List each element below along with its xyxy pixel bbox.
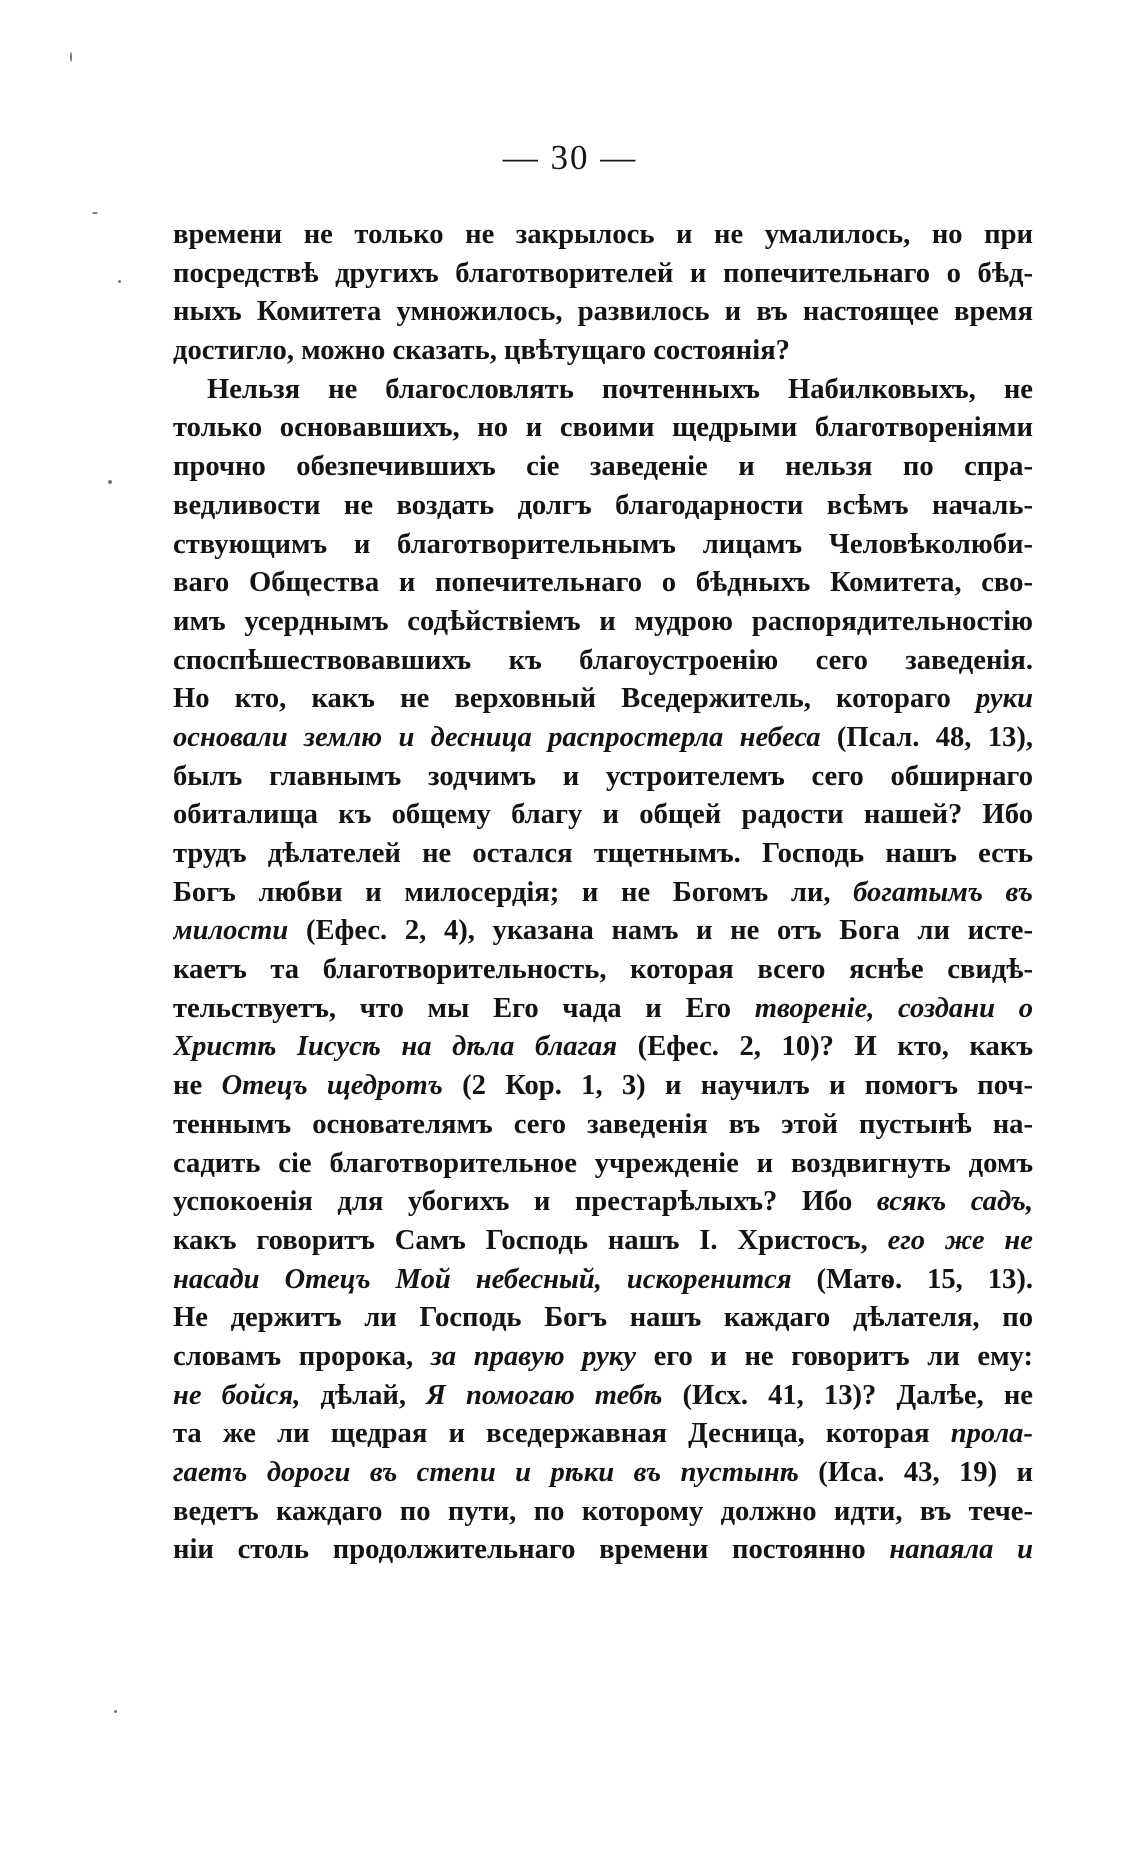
text-line: [173, 1338, 1033, 1377]
text-run: не: [173, 1070, 222, 1102]
text-run: времени не только не закрылось и не умалилось, но при: [173, 219, 1033, 250]
text-line: [173, 1454, 1033, 1493]
text-run: ведетъ каждаго по пути, по которому должно идти, въ тече-: [173, 1495, 1033, 1527]
text-run: теннымъ основателямъ сего заведенія въ этой пустынѣ на-: [173, 1108, 1033, 1140]
italic-quote: богатымъ въ: [853, 876, 1033, 908]
italic-quote: Отецъ щедротъ: [221, 1070, 443, 1102]
text-line: [173, 603, 1033, 642]
margin-speck: [92, 212, 98, 214]
text-run: Богъ любви и милосердія; и не Богомъ ли,: [173, 876, 854, 908]
text-run: (Ефес. 2, 4), указана намъ и не отъ Бога ли исте-: [288, 915, 1033, 947]
italic-quote: не бойся,: [173, 1379, 301, 1411]
text-line: [173, 1531, 1033, 1570]
text-line: [173, 680, 1033, 719]
text-run: тельствуетъ, что мы Его чада и Его: [173, 992, 755, 1024]
italic-quote: Я помогаю тебѣ: [426, 1379, 663, 1411]
text-line: [173, 1222, 1033, 1261]
text-line: [173, 409, 1033, 448]
text-run: трудъ дѣлателей не остался тщетнымъ. Господь нашъ есть: [173, 838, 1033, 869]
text-line: [173, 1415, 1033, 1454]
italic-quote: милости: [173, 915, 289, 947]
text-line: [173, 912, 1033, 951]
text-line: [173, 796, 1033, 835]
text-run: (Псал. 48, 13),: [820, 721, 1033, 753]
text-run: дѣлай,: [300, 1379, 427, 1411]
text-line: [173, 1261, 1033, 1300]
text-line: [173, 1067, 1033, 1106]
text-run: былъ главнымъ зодчимъ и устроителемъ сего обширнаго: [173, 760, 1033, 792]
italic-quote: прола-: [950, 1418, 1033, 1450]
text-run: обиталища къ общему благу и общей радости нашей? Ибо: [173, 799, 1033, 831]
margin-speck: [108, 480, 112, 484]
text-line: [173, 216, 1033, 255]
text-line: [173, 1493, 1033, 1532]
page-number: — 30 —: [502, 138, 638, 177]
text-run: его и не говоритъ ли ему:: [635, 1340, 1033, 1372]
text-run: (2 Кор. 1, 3) и научилъ и помогъ поч-: [442, 1070, 1033, 1102]
text-line: [173, 990, 1033, 1029]
text-run: ствующимъ и благотворительнымъ лицамъ Человѣколюби-: [173, 528, 1033, 560]
text-line: [173, 371, 1033, 410]
text-run: ныхъ Комитета умножилось, развилось и въ настоящее время: [173, 296, 1033, 328]
text-run: Не держитъ ли Господь Богъ нашъ каждаго дѣлателя, по: [173, 1302, 1033, 1334]
text-line: [173, 642, 1033, 681]
text-run: достигло, можно сказать, цвѣтущаго состоянія?: [173, 335, 790, 367]
text-line: [173, 758, 1033, 797]
text-run: словамъ пророка,: [173, 1340, 431, 1372]
text-line: [173, 1028, 1033, 1067]
italic-quote: его же не: [887, 1224, 1033, 1256]
text-run: та же ли щедрая и вседержавная Десница, которая: [173, 1418, 951, 1450]
text-line: [173, 255, 1033, 294]
italic-quote: основали землю и десница распростерла небеса: [173, 721, 821, 753]
text-line: [173, 1299, 1033, 1338]
text-run: ведливости не воздать долгъ благодарности всѣмъ началь-: [173, 489, 1033, 521]
text-line: [173, 564, 1033, 603]
text-line: [173, 1145, 1033, 1184]
text-line: [173, 719, 1033, 758]
text-line: [173, 1106, 1033, 1145]
margin-speck: [118, 280, 121, 283]
text-line: [173, 835, 1033, 874]
text-line: [173, 874, 1033, 913]
italic-quote: твореніе, создани о: [754, 992, 1033, 1024]
text-line: [173, 293, 1033, 332]
text-run: ваго Общества и попечительнаго о бѣдныхъ Комитета, сво-: [173, 567, 1033, 599]
italic-quote: всякъ садъ,: [876, 1186, 1033, 1218]
text-line: [173, 332, 1033, 371]
text-line: [173, 448, 1033, 487]
body-text: [173, 216, 1033, 1570]
text-run: имъ усерднымъ содѣйствіемъ и мудрою распорядительностію: [173, 605, 1033, 637]
text-run: Но кто, какъ не верховный Вседержитель, котораго: [173, 683, 976, 715]
margin-speck: [114, 1710, 117, 1713]
text-run: посредствѣ другихъ благотворителей и попечительнаго о бѣд-: [173, 257, 1033, 289]
text-run: прочно обезпечившихъ сіе заведеніе и нельзя по спра-: [173, 451, 1033, 483]
text-run: Нельзя не благословлять почтенныхъ Набилковыхъ, не: [207, 373, 1033, 405]
text-run: садить сіе благотворительное учрежденіе и воздвигнуть домъ: [173, 1147, 1033, 1179]
text-run: ніи столь продолжительнаго времени постоянно: [173, 1534, 890, 1566]
italic-quote: за правую руку: [430, 1340, 636, 1372]
text-run: (Ефес. 2, 10)? И кто, какъ: [617, 1031, 1033, 1063]
text-run: успокоенія для убогихъ и престарѣлыхъ? Ибо: [173, 1186, 877, 1218]
text-run: (Иса. 43, 19) и: [798, 1457, 1033, 1488]
italic-quote: напаяла и: [889, 1534, 1033, 1566]
text-line: [173, 487, 1033, 526]
text-line: [173, 526, 1033, 565]
text-run: (Исх. 41, 13)? Далѣе, не: [662, 1379, 1033, 1411]
text-line: [173, 1377, 1033, 1416]
italic-quote: руки: [975, 683, 1033, 715]
text-run: только основавшихъ, но и своими щедрыми благотвореніями: [173, 412, 1033, 444]
text-run: каетъ та благотворительность, которая всего яснѣе свидѣ-: [173, 954, 1033, 986]
margin-speck: [70, 52, 72, 62]
text-run: какъ говоритъ Самъ Господь нашъ І. Христосъ,: [173, 1224, 888, 1256]
italic-quote: гаетъ дороги въ степи и рѣки въ пустынѣ: [173, 1457, 799, 1488]
text-line: [173, 951, 1033, 990]
text-run: споспѣшествовавшихъ къ благоустроенію сего заведенія.: [173, 644, 1033, 676]
italic-quote: Христѣ Іисусѣ на дѣла благая: [173, 1031, 618, 1063]
text-line: [173, 1183, 1033, 1222]
text-run: (Матѳ. 15, 13).: [791, 1263, 1033, 1295]
italic-quote: насади Отецъ Мой небесный, искоренится: [173, 1263, 792, 1295]
